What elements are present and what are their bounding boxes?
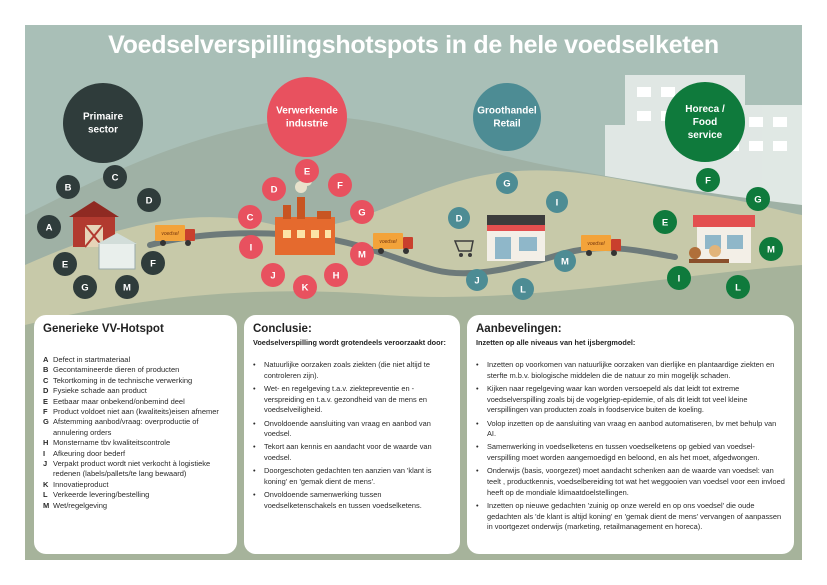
- svg-text:B: B: [64, 182, 72, 194]
- bullet-item: • Doorgeschoten gedachten ten aanzien van 'klant is koning' en 'gemak dient de mens'.: [253, 466, 451, 487]
- hotspot-key: M: [43, 500, 50, 510]
- conclusion-subheading: Voedselverspilling wordt grotendeels veroorzaakt door:: [253, 338, 446, 347]
- svg-text:C: C: [111, 172, 119, 184]
- hotspot-letter-E: [295, 159, 319, 183]
- hotspot-text: Defect in startmateriaal: [53, 355, 131, 364]
- conclusion-bullet-list: [253, 360, 451, 512]
- hotspot-key: F: [43, 407, 48, 417]
- hotspot-letter-J: [466, 269, 488, 291]
- svg-text:M: M: [358, 249, 366, 261]
- bullet-item: • Wet- en regelgeving t.a.v. ziektepreventie en -verspreiding en t.a.v. gezondheid van de mens en voedselveiligheid.: [253, 384, 451, 416]
- svg-text:M: M: [767, 244, 775, 256]
- svg-text:D: D: [145, 195, 153, 207]
- svg-text:D: D: [455, 213, 463, 225]
- recommendations-panel: [467, 315, 794, 554]
- hotspot-letter-B: [56, 175, 80, 199]
- hotspot-item: [43, 480, 228, 490]
- hotspot-key: H: [43, 438, 49, 448]
- conclusion-panel: [244, 315, 460, 554]
- recommendations-bullet-list: [476, 360, 785, 533]
- hotspot-key: D: [43, 386, 49, 396]
- hotspot-letter-D: [137, 188, 161, 212]
- svg-text:F: F: [150, 258, 156, 270]
- stage-label: Primaire: [82, 111, 124, 123]
- bullet-item: • Onvoldoende samenwerking tussen voedselketenschakels en tussen voedselketens.: [253, 490, 451, 511]
- hotspot-key: J: [43, 459, 48, 469]
- hotspot-text: Product voldoet niet aan (kwaliteits)eisen afnemer: [53, 407, 219, 417]
- bullet-item: • Tekort aan kennis en aandacht voor de waarde van voedsel.: [253, 442, 451, 463]
- hotspot-letter-G: [496, 172, 518, 194]
- hotspot-text: Verpakt product wordt niet verkocht à logistieke redenen (labels/pallets/te lang bewaard): [53, 459, 211, 479]
- hotspot-item: [43, 407, 228, 417]
- svg-text:I: I: [555, 197, 559, 209]
- hotspot-letter-M: [115, 275, 139, 299]
- hotspot-letter-I: [546, 191, 568, 213]
- generic-heading: Generieke VV-Hotspot: [43, 323, 164, 335]
- hotspot-text: Gecontamineerde dieren of producten: [53, 365, 180, 375]
- bullet-item: • Natuurlijke oorzaken zoals ziekten (die niet altijd te controleren zijn).: [253, 360, 451, 381]
- hotspot-letter-F: [696, 168, 720, 192]
- svg-text:L: L: [520, 284, 526, 296]
- hotspot-text: Afstemming aanbod/vraag: overproductie of annulering orders: [53, 417, 199, 437]
- bullet-item: • Samenwerking in voedselketens en tussen voedselketens op gebied van voedsel-verspilling moet worden aangemoedigd en beloond, en als het moet, afgedwongen.: [476, 442, 785, 463]
- hotspot-letter-G: [350, 200, 374, 224]
- restaurant-illustration: [689, 215, 755, 263]
- svg-text:A: A: [45, 222, 53, 234]
- svg-text:G: G: [503, 178, 511, 190]
- hotspot-letter-G: [73, 275, 97, 299]
- bullet-item: • Inzetten op nieuwe gedachten 'zuinig op onze wereld en op ons voedsel' die oude gedachten als 'de klant is altijd koning' en 'gemak dient de mens' vervangen of aanpassen in voortgezet onderwijs (marketing, retailmanagement en horeca).: [476, 501, 785, 533]
- poster-title: Voedselverspillingshotspots in de hele voedselketen: [108, 31, 719, 59]
- hotspot-text: Monstername tbv kwaliteitscontrole: [53, 438, 171, 448]
- hotspot-letter-F: [141, 251, 165, 275]
- svg-text:E: E: [303, 166, 311, 178]
- hotspot-item: [43, 365, 228, 375]
- hotspot-text: Afkeuring door bederf: [53, 448, 126, 458]
- hotspot-letter-A: [37, 215, 61, 239]
- hotspot-letter-C: [238, 205, 262, 229]
- stage-label: Retail: [493, 118, 521, 130]
- hotspot-key: L: [43, 490, 48, 500]
- svg-text:F: F: [337, 180, 343, 192]
- conclusion-heading: Conclusie:: [253, 323, 312, 335]
- hotspot-key: G: [43, 417, 49, 427]
- stage-4: [665, 82, 745, 162]
- hotspot-letter-L: [726, 275, 750, 299]
- hotspot-item: [43, 386, 228, 396]
- hotspot-text: Tekortkoming in de technische verwerking: [53, 375, 193, 385]
- hotspot-letter-E: [653, 210, 677, 234]
- stage-label: Groothandel: [477, 105, 537, 117]
- hotspot-text: Eetbaar maar onbekend/onbemind deel: [53, 396, 185, 406]
- hotspot-letter-H: [324, 263, 348, 287]
- hotspot-letter-J: [261, 263, 285, 287]
- svg-text:E: E: [661, 217, 669, 229]
- stage-label: service: [687, 130, 723, 141]
- stage-label: Food: [692, 117, 718, 128]
- hotspot-letter-M: [554, 250, 576, 272]
- svg-text:K: K: [301, 282, 309, 294]
- stage-label: sector: [87, 124, 119, 136]
- stage-2: [267, 77, 347, 157]
- svg-text:G: G: [81, 282, 89, 294]
- bullet-item: • Inzetten op voorkomen van natuurlijke oorzaken van dierlijke en plantaardige ziekten en sterfte m.b.v. biologische middelen die de natuur zo min mogelijk schaden.: [476, 360, 785, 381]
- bullet-item: • Volop inzetten op de aansluiting van vraag en aanbod automatiseren, bv met behulp van AI.: [476, 419, 785, 440]
- stage-label: Horeca /: [685, 104, 725, 115]
- infographic: [25, 25, 802, 560]
- hotspot-item: [43, 490, 228, 500]
- svg-text:E: E: [61, 259, 69, 271]
- hotspot-letter-F: [328, 173, 352, 197]
- hotspot-item: [43, 376, 228, 386]
- hotspot-letter-M: [759, 237, 783, 261]
- stage-circle: [267, 77, 347, 157]
- svg-text:H: H: [332, 270, 340, 282]
- svg-text:F: F: [705, 175, 711, 187]
- recommendations-subheading: Inzetten op alle niveaus van het ijsbergmodel:: [476, 338, 636, 347]
- hotspot-text: Innovatieproduct: [53, 479, 109, 489]
- hotspot-letter-K: [293, 275, 317, 299]
- truck-label: voedsel: [379, 239, 397, 245]
- hotspot-letter-C: [103, 165, 127, 189]
- hotspot-letter-L: [512, 278, 534, 300]
- hotspot-item: [43, 438, 228, 448]
- stage-label: Verwerkende: [276, 105, 338, 117]
- hotspot-text: Verkeerde levering/bestelling: [53, 490, 150, 500]
- bullet-item: • Onderwijs (basis, voorgezet) moet aandacht schenken aan de waarde van voedsel: van teelt , productkennis, voedselbereiding tot wat het weggooien van voedsel voor een invloed heeft op de mondiale klimaatdoelstellingen.: [476, 466, 785, 498]
- hotspot-item: [43, 449, 228, 459]
- hotspot-letter-E: [53, 252, 77, 276]
- stage-circle: [473, 83, 541, 151]
- generic-hotspot-list: [43, 355, 228, 511]
- truck-label: voedsel: [587, 241, 605, 247]
- hotspot-text: Wet/regelgeving: [53, 500, 108, 510]
- svg-text:C: C: [246, 212, 254, 224]
- hotspot-letter-I: [239, 235, 263, 259]
- svg-text:I: I: [249, 242, 253, 254]
- generic-panel: [34, 315, 237, 554]
- svg-text:G: G: [754, 194, 762, 206]
- hotspot-key: E: [43, 396, 49, 406]
- hotspot-letter-M: [350, 242, 374, 266]
- hotspot-key: I: [43, 448, 46, 458]
- bullet-item: • Onvoldoende aansluiting van vraag en aanbod van voedsel.: [253, 419, 451, 440]
- hotspot-item: [43, 417, 228, 438]
- stage-3: [473, 83, 541, 151]
- truck-label: voedsel: [161, 231, 179, 237]
- hotspot-key: A: [43, 355, 49, 364]
- svg-text:J: J: [270, 270, 276, 282]
- hotspot-item: [43, 459, 228, 480]
- recommendations-heading: Aanbevelingen:: [476, 323, 562, 335]
- hotspot-letter-D: [448, 207, 470, 229]
- svg-text:M: M: [561, 256, 569, 268]
- svg-text:I: I: [677, 273, 681, 285]
- hotspot-letter-G: [746, 187, 770, 211]
- svg-text:L: L: [735, 282, 741, 294]
- bullet-item: • Kijken naar regelgeving waar kan worden versoepeld als dat leidt tot extreme voedselverspilling zoals bij de vogelgriep-epidemie, of als dit leidt tot veel kleine verspillingen van producten zoals in foodservice buiten de koeling.: [476, 384, 785, 416]
- hotspot-text: Fysieke schade aan product: [53, 386, 147, 396]
- svg-text:M: M: [123, 282, 131, 294]
- svg-text:G: G: [358, 207, 366, 219]
- hotspot-key: B: [43, 365, 49, 375]
- stage-label: industrie: [285, 118, 329, 130]
- hotspot-letter-D: [262, 177, 286, 201]
- hotspot-item: [43, 501, 228, 511]
- hotspot-item: [43, 355, 228, 365]
- hotspot-item: [43, 397, 228, 407]
- stage-circle: [63, 83, 143, 163]
- svg-text:D: D: [270, 184, 278, 196]
- hotspot-key: C: [43, 375, 49, 385]
- stage-1: [63, 83, 143, 163]
- hotspot-letter-I: [667, 266, 691, 290]
- svg-text:J: J: [474, 275, 480, 287]
- hotspot-key: K: [43, 479, 49, 489]
